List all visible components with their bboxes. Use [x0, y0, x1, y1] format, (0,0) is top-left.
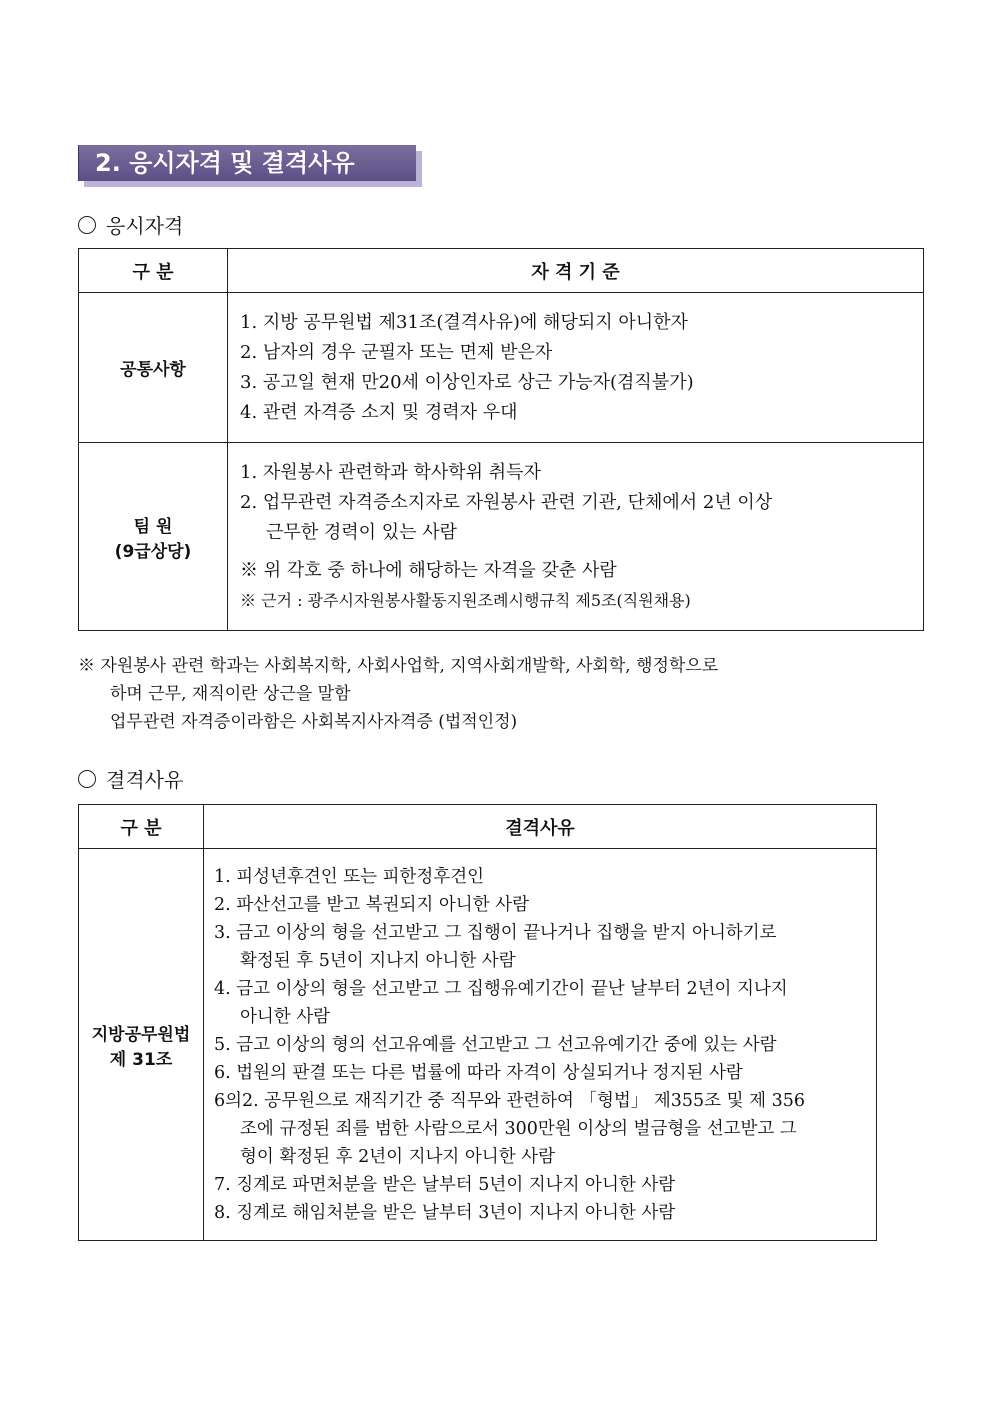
footnote-line: ※ 자원봉사 관련 학과는 사회복지학, 사회사업학, 지역사회개발학, 사회학, 행정학으로	[78, 656, 719, 676]
list-item: 6의2. 공무원으로 재직기간 중 직무와 관련하여 「형법」 제355조 및 제 356	[214, 1090, 805, 1111]
qualification-heading-text: 응시자격	[106, 214, 184, 238]
qualification-table	[78, 248, 924, 631]
footnote-line: 하며 근무, 재직이란 상근을 말함	[110, 684, 351, 704]
row-label-subtext: (9급상당)	[114, 541, 192, 562]
list-item: 2. 파산선고를 받고 복권되지 아니한 사람	[214, 894, 529, 915]
list-item: 6. 법원의 판결 또는 다른 법률에 따라 자격이 상실되거나 정지된 사람	[214, 1062, 743, 1083]
list-item: 아니한 사람	[240, 1006, 331, 1027]
list-note: ※ 위 각호 중 하나에 해당하는 자격을 갖춘 사람	[240, 559, 617, 581]
table-row	[79, 849, 877, 1241]
col-header-criteria: 자 격 기 준	[228, 249, 924, 293]
col-header-category: 구 분	[79, 249, 228, 293]
list-item: 4. 관련 자격증 소지 및 경력자 우대	[240, 401, 518, 423]
row-label-common: 공통사항	[79, 293, 228, 443]
list-item: 3. 금고 이상의 형을 선고받고 그 집행이 끝나거나 집행을 받지 아니하기로	[214, 922, 777, 943]
row-label-subtext: 제 31조	[109, 1049, 173, 1070]
list-item: 2. 남자의 경우 군필자 또는 면제 받은자	[240, 341, 553, 363]
circle-bullet-icon	[78, 770, 96, 788]
list-item: 8. 징계로 해임처분을 받은 날부터 3년이 지나지 아니한 사람	[214, 1202, 676, 1223]
list-item: 3. 공고일 현재 만20세 이상인자로 상근 가능자(겸직불가)	[240, 371, 694, 393]
disqualification-table	[78, 804, 877, 1241]
list-item: 형이 확정된 후 2년이 지나지 아니한 사람	[240, 1146, 555, 1167]
list-item: 7. 징계로 파면처분을 받은 날부터 5년이 지나지 아니한 사람	[214, 1174, 676, 1195]
list-note: ※ 근거 : 광주시자원봉사활동지원조례시행규칙 제5조(직원채용)	[240, 590, 691, 610]
circle-bullet-icon	[78, 216, 96, 234]
criteria-list	[228, 443, 924, 631]
list-item: 2. 업무관련 자격증소지자로 자원봉사 관련 기관, 단체에서 2년 이상	[240, 491, 773, 513]
criteria-list	[228, 293, 924, 443]
col-header-category: 구 분	[79, 805, 204, 849]
col-header-reasons: 결격사유	[204, 805, 877, 849]
qualification-heading	[78, 210, 183, 239]
list-item: 4. 금고 이상의 형을 선고받고 그 집행유예기간이 끝난 날부터 2년이 지나지	[214, 978, 788, 999]
section-title: 2. 응시자격 및 결격사유	[78, 145, 416, 181]
footnote-line: 업무관련 자격증이라함은 사회복지사자격증 (법적인정)	[110, 712, 518, 732]
list-item: 근무한 경력이 있는 사람	[266, 521, 458, 543]
list-item: 조에 규정된 죄를 범한 사람으로서 300만원 이상의 벌금형을 선고받고 그	[240, 1118, 797, 1139]
list-item: 5. 금고 이상의 형의 선고유예를 선고받고 그 선고유예기간 중에 있는 사람	[214, 1034, 777, 1055]
list-item: 확정된 후 5년이 지나지 아니한 사람	[240, 950, 516, 971]
row-label-text: 팀 원	[133, 516, 173, 537]
disqualification-heading-text: 결격사유	[106, 768, 184, 792]
row-label-team-member	[79, 443, 228, 631]
reasons-list	[204, 849, 877, 1241]
row-label-text: 지방공무원법	[91, 1024, 191, 1045]
disqualification-heading	[78, 764, 183, 793]
list-item: 1. 피성년후견인 또는 피한정후견인	[214, 866, 485, 887]
list-item: 1. 자원봉사 관련학과 학사학위 취득자	[240, 461, 541, 483]
list-item: 1. 지방 공무원법 제31조(결격사유)에 해당되지 아니한자	[240, 311, 688, 333]
row-label-law	[79, 849, 204, 1241]
footnote	[78, 652, 718, 736]
table-row	[79, 443, 924, 631]
table-row	[79, 293, 924, 443]
